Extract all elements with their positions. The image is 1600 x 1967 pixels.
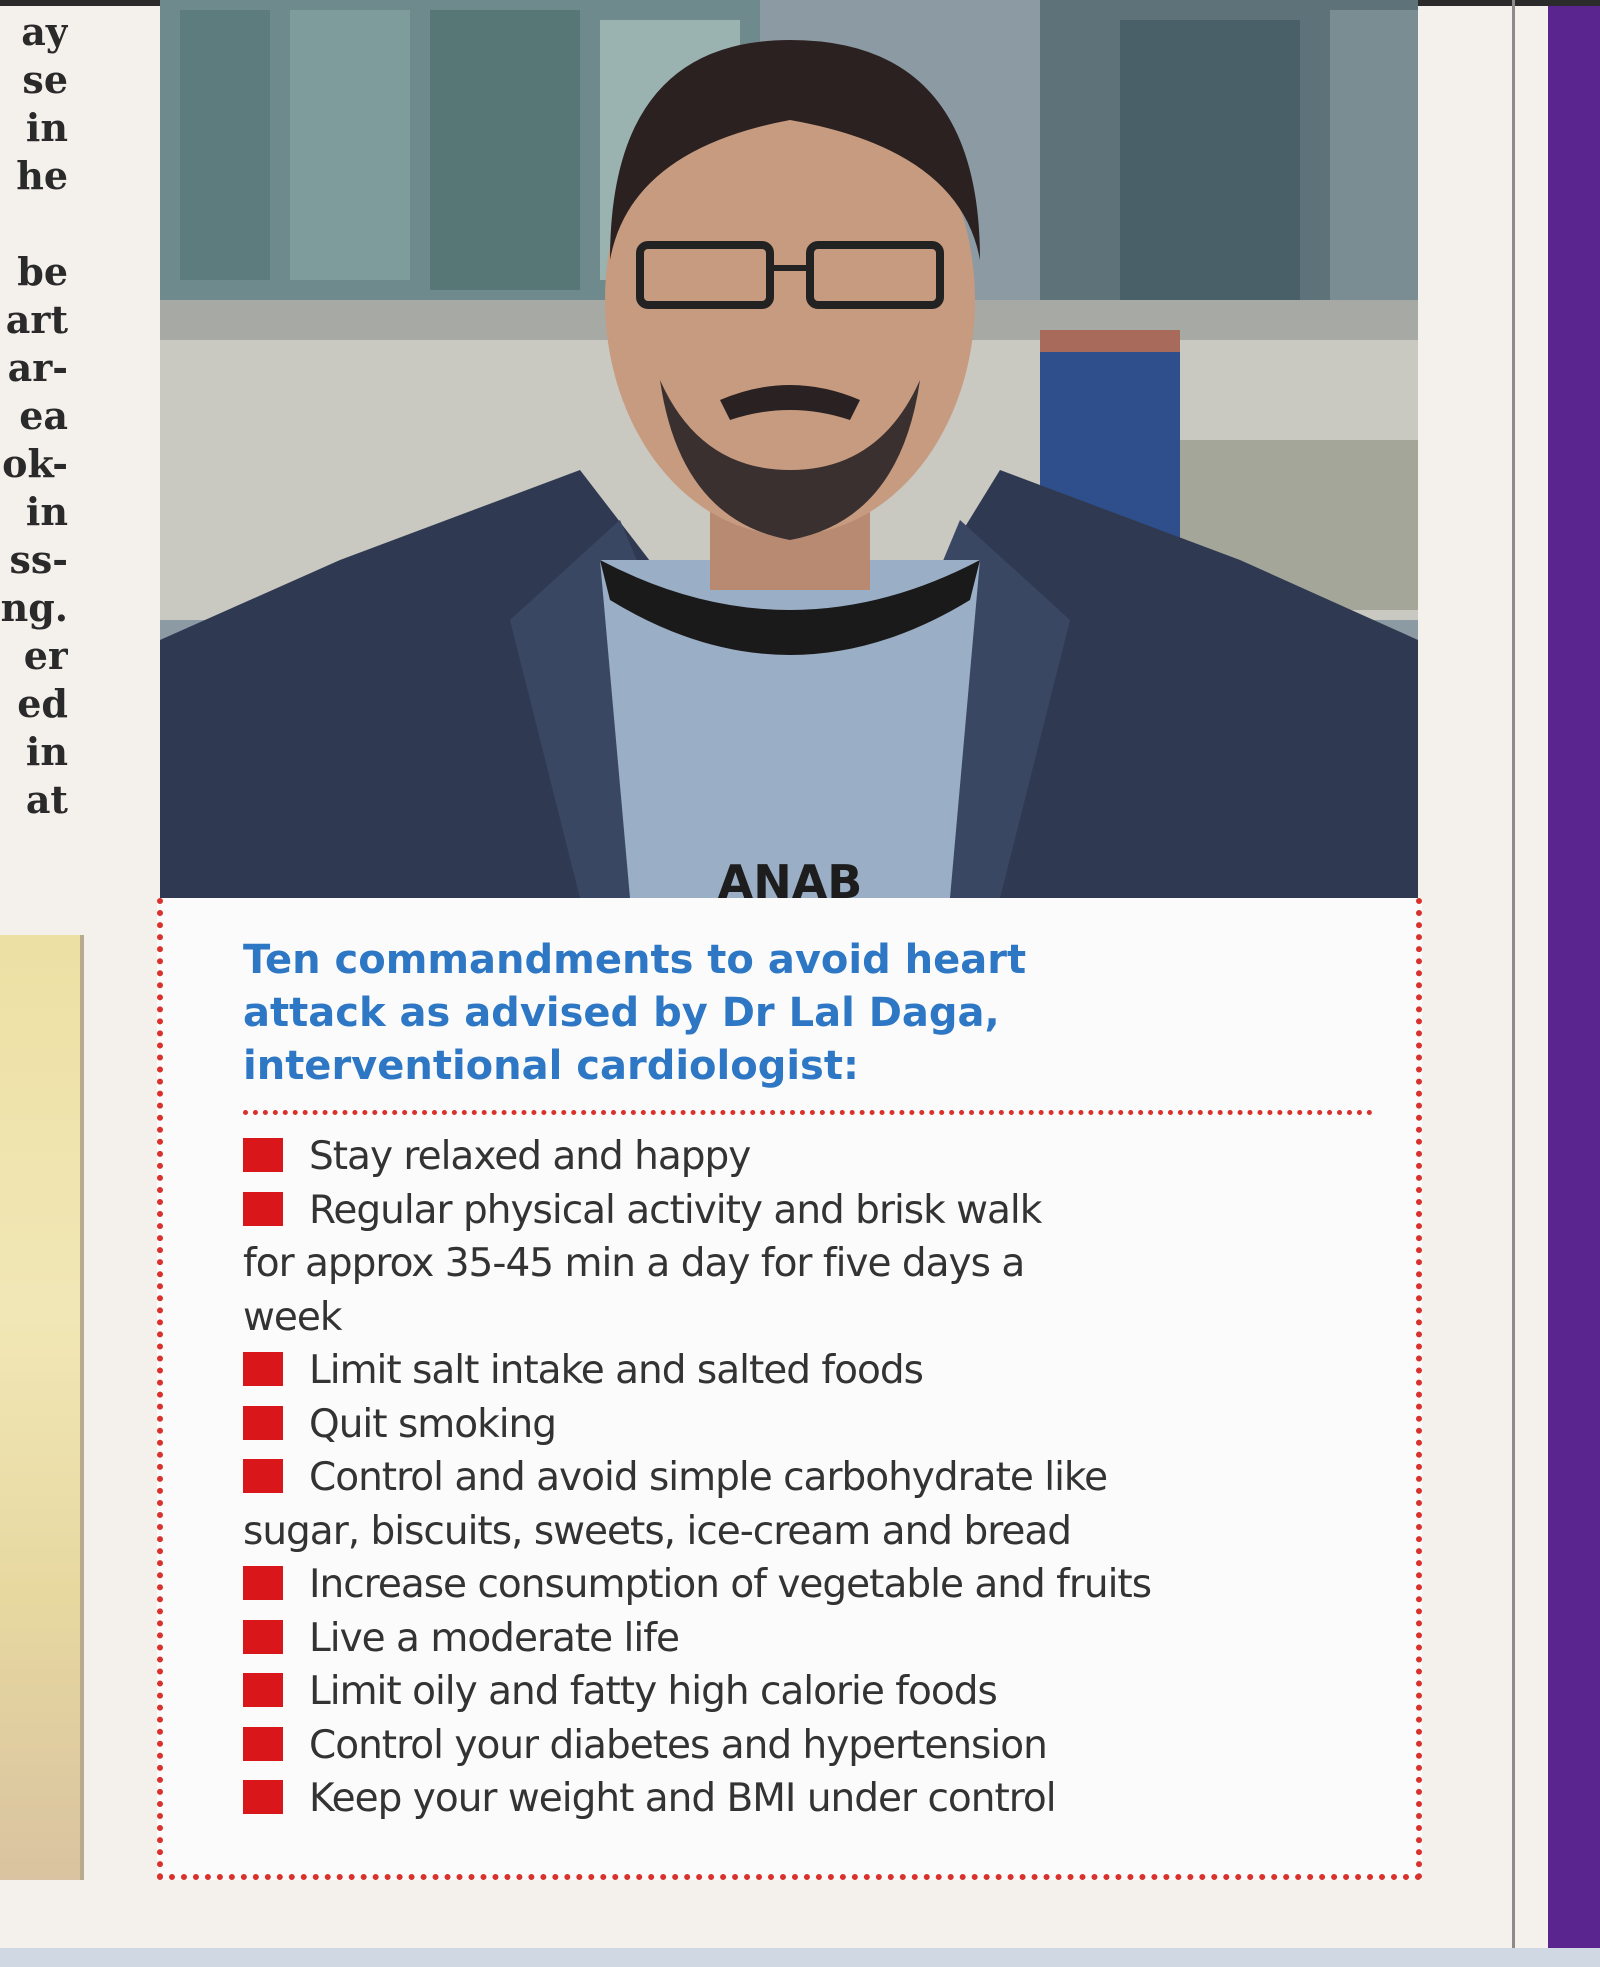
red-square-bullet-icon (243, 1566, 283, 1600)
list-item-text: Stay relaxed and happy (309, 1134, 751, 1179)
list-item (243, 1184, 1373, 1238)
list-item-text: Limit salt intake and salted foods (309, 1348, 923, 1393)
red-square-bullet-icon (243, 1727, 283, 1761)
red-square-bullet-icon (243, 1138, 283, 1172)
left-column-line: in (25, 105, 68, 150)
list-item (243, 1451, 1373, 1505)
left-column-line: at (25, 777, 68, 822)
left-column-line: ng. (0, 585, 68, 630)
list-item-text: Live a moderate life (309, 1615, 679, 1661)
left-column-line: he (16, 153, 68, 198)
red-square-bullet-icon (243, 1620, 283, 1654)
red-square-bullet-icon (243, 1673, 283, 1707)
box-title-line: attack as advised by Dr Lal Daga, (243, 990, 1000, 1036)
box-title-line: Ten commandments to avoid heart (243, 937, 1027, 983)
red-square-bullet-icon (243, 1406, 283, 1440)
left-column-line: ar- (7, 345, 68, 390)
tips-box (157, 898, 1422, 1880)
commandments-list (243, 1130, 1373, 1826)
purple-side-bar (1548, 6, 1600, 1948)
list-item (243, 1665, 1373, 1719)
list-item (243, 1130, 1373, 1184)
list-item-text: Control your diabetes and hypertension (309, 1722, 1047, 1768)
left-column-line: in (25, 729, 68, 774)
list-item-text: Control and avoid simple carbohydrate like (309, 1455, 1108, 1500)
left-column-line: er (23, 633, 68, 678)
list-item-text: Regular physical activity and brisk walk (309, 1187, 1042, 1233)
title-separator (243, 1110, 1373, 1115)
right-column-rule (1512, 0, 1515, 1948)
list-item-text: week (243, 1294, 342, 1340)
left-column-line: ss- (9, 537, 68, 582)
list-item (243, 1719, 1373, 1773)
list-item (243, 1237, 1373, 1291)
left-column-line: ea (19, 393, 68, 438)
list-item (243, 1558, 1373, 1612)
list-item (243, 1772, 1373, 1826)
list-item-text: Increase consumption of vegetable and fruits (309, 1562, 1152, 1607)
list-item-text: sugar, biscuits, sweets, ice-cream and bread (243, 1508, 1072, 1554)
list-item (243, 1505, 1373, 1559)
red-square-bullet-icon (243, 1352, 283, 1386)
box-title-line: interventional cardiologist: (243, 1043, 859, 1089)
list-item-text: Keep your weight and BMI under control (309, 1776, 1056, 1821)
red-square-bullet-icon (243, 1192, 283, 1226)
left-column-line: ay (21, 9, 68, 54)
bottom-border (0, 1948, 1600, 1967)
doctor-photo (160, 0, 1418, 898)
left-column-line: be (17, 249, 68, 294)
left-column-line: ok- (2, 441, 68, 486)
left-cropped-photo (0, 935, 84, 1880)
doctor-photo-illustration (160, 0, 1418, 898)
left-column-line: art (5, 297, 68, 342)
list-item (243, 1291, 1373, 1345)
red-square-bullet-icon (243, 1459, 283, 1493)
list-item-text: Quit smoking (309, 1401, 557, 1447)
left-column-line: se (22, 57, 68, 102)
left-column-line: in (25, 489, 68, 534)
left-column-line: ed (17, 681, 68, 726)
left-article-column (0, 8, 68, 838)
list-item-text: for approx 35-45 min a day for five days a (243, 1241, 1025, 1286)
red-square-bullet-icon (243, 1780, 283, 1814)
list-item (243, 1398, 1373, 1452)
list-item (243, 1612, 1373, 1666)
shirt-print-text: ANAB (717, 855, 863, 898)
list-item-text: Limit oily and fatty high calorie foods (309, 1669, 997, 1714)
list-item (243, 1344, 1373, 1398)
box-title (243, 934, 1323, 1093)
